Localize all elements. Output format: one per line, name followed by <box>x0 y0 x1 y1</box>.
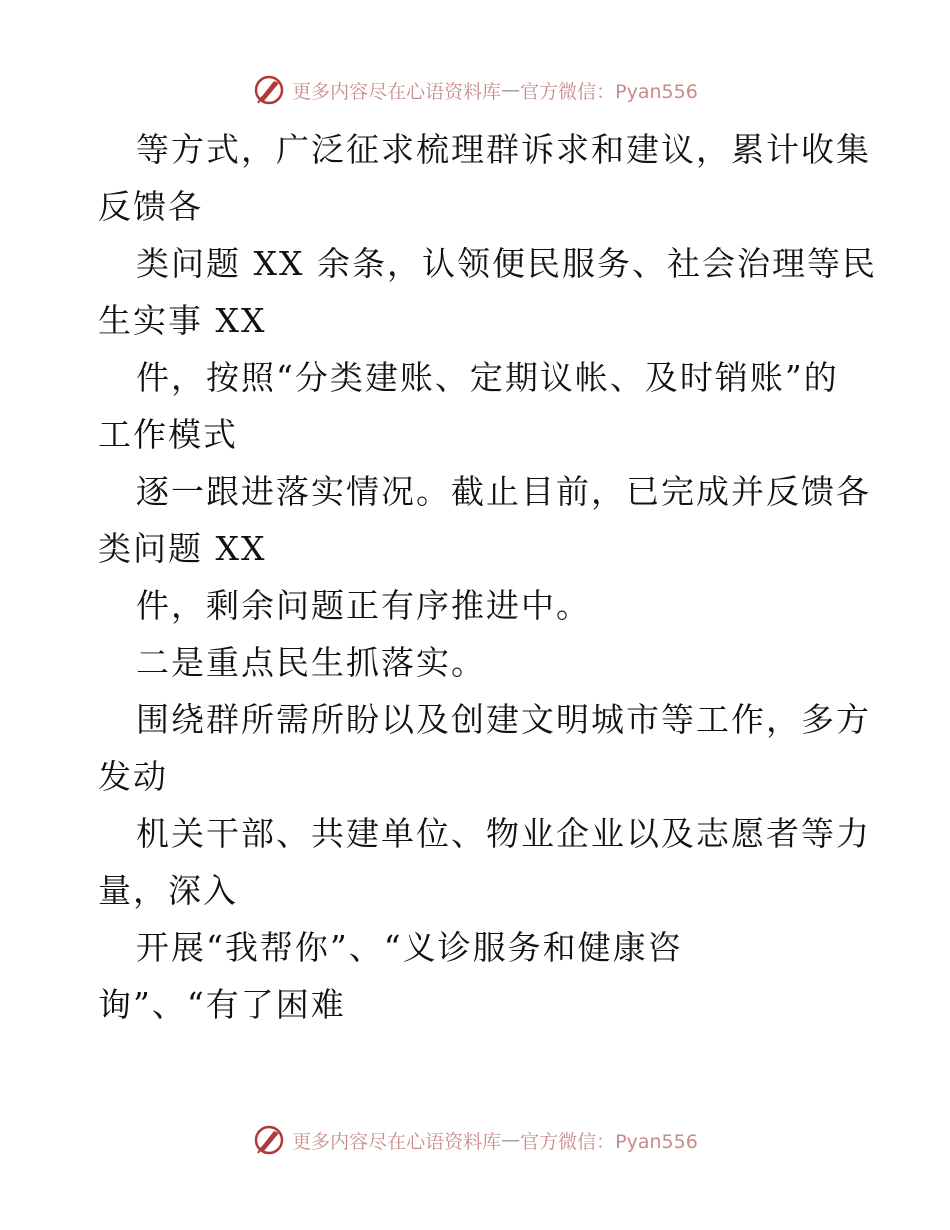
text-line: 反馈各 <box>98 187 203 226</box>
text-line: 量，深入 <box>98 871 238 910</box>
watermark-separator: — <box>501 79 521 101</box>
text-line: 工作模式 <box>98 415 238 454</box>
quill-logo-icon <box>252 73 286 107</box>
text-line: 围绕群所需所盼以及创建文明城市等工作，多方 <box>136 700 871 739</box>
text-line: 询”、“有了困难 <box>98 985 346 1024</box>
text-line: 类问题 XX 余条，认领便民服务、社会治理等民 <box>136 244 877 283</box>
watermark-contact-text: 官方微信：Pyan556 <box>520 1130 698 1153</box>
text-line: 逐一跟进落实情况。截止目前，已完成并反馈各 <box>136 472 871 511</box>
watermark-site-text: 更多内容尽在心语资料库 <box>292 80 502 103</box>
text-line: 等方式，广泛征求梳理群诉求和建议，累计收集 <box>136 130 871 169</box>
text-line: 件，剩余问题正有序推进中。 <box>136 586 591 625</box>
watermark-contact-text: 官方微信：Pyan556 <box>520 80 698 103</box>
text-line: 生实事 XX <box>98 301 267 340</box>
header-watermark <box>0 70 950 110</box>
text-line: 机关干部、共建单位、物业企业以及志愿者等力 <box>136 814 871 853</box>
text-line: 二是重点民生抓落实。 <box>136 643 486 682</box>
watermark-separator: — <box>501 1129 521 1151</box>
footer-watermark <box>0 1120 950 1160</box>
text-line: 件，按照“分类建账、定期议帐、及时销账”的 <box>136 358 839 397</box>
watermark-site-text: 更多内容尽在心语资料库 <box>292 1130 502 1153</box>
text-line: 开展“我帮你”、“义诊服务和健康咨 <box>136 928 683 967</box>
text-line: 发动 <box>98 757 168 796</box>
quill-logo-icon <box>252 1123 286 1157</box>
text-line: 类问题 XX <box>98 529 267 568</box>
